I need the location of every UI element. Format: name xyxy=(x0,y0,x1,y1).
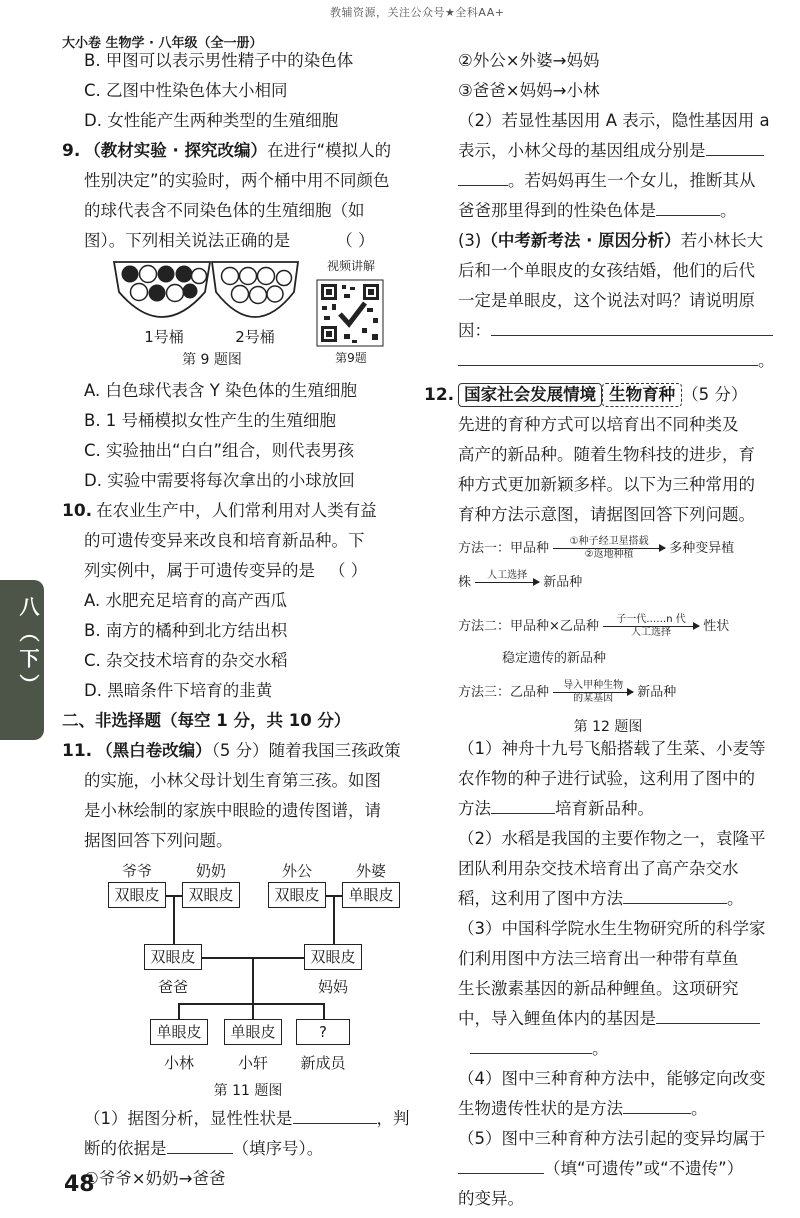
q9-option-b: B. 1 号桶模拟女性产生的生殖细胞 xyxy=(84,411,337,430)
method-3-end: 新品种 xyxy=(637,685,677,701)
q11-sub2-line-4: 爸爸那里得到的性染色体是 。 xyxy=(458,196,774,226)
q11-item-2: ②外公×外婆→妈妈 xyxy=(458,51,600,70)
method-3-arrow-top: 导入甲种生物 xyxy=(563,680,624,691)
q12-s5-line-2 xyxy=(458,1154,774,1184)
q11-sub1-line-1 xyxy=(62,1104,412,1134)
q9-text-1: 在进行“模拟人的 xyxy=(267,141,392,160)
q9-line-4 xyxy=(62,226,412,256)
method-2-end-cont: 稳定遗传的新品种 xyxy=(502,651,607,666)
method-1-mid-cont: 株 xyxy=(458,575,472,591)
q10-option-a: A. 水肥充足培育的高产西瓜 xyxy=(84,591,287,610)
q11-sub2-line-2 xyxy=(458,136,774,166)
q8-option-c: C. 乙图中性染色体大小相同 xyxy=(84,81,288,100)
xiaolin-label: 小林 xyxy=(163,1054,194,1072)
q11-text-4: 据图回答下列问题。 xyxy=(84,831,233,850)
ball-black xyxy=(122,266,139,283)
q12-tag-context: 国家社会发展情境 xyxy=(458,383,602,407)
q12-s1-line-3 xyxy=(458,794,774,824)
q12-text-1: 先进的育种方式可以培育出不同种类及 xyxy=(458,415,739,434)
ball-black xyxy=(183,284,198,299)
q11-sub3-tag: （中考新考法 · 原因分析） xyxy=(481,231,681,250)
q11-sub3-line-5: 。 xyxy=(458,346,774,376)
method-1-mid: 多种变异植 xyxy=(669,541,735,557)
q11-number: 11. xyxy=(62,741,93,761)
method-1-arrow-2-top: 人工选择 xyxy=(487,570,528,581)
q12-s5-text-1: （5）图中三种育种方法引起的变异均属于 xyxy=(458,1129,766,1148)
ball-black xyxy=(158,266,175,283)
q12-s1-text-2: 农作物的种子进行试验，这利用了图中的 xyxy=(458,769,755,788)
q10-text-2: 的可遗传变异来改良和培育新品种。下 xyxy=(84,531,365,550)
q11-figure-caption: 第 11 题图 xyxy=(213,1083,283,1099)
q12-score: （5 分） xyxy=(682,385,748,404)
method-2-start: 方法二：甲品种×乙品种 xyxy=(458,619,599,635)
method-2-end: 性状 xyxy=(703,619,730,635)
ball-white xyxy=(140,266,157,283)
q8-option-b: B. 甲图可以表示男性精子中的染色体 xyxy=(84,51,354,70)
q9-option-c: C. 实验抽出“白白”组合，则代表男孩 xyxy=(84,441,355,460)
q11-sub3-text-1: 若小林长大 xyxy=(680,231,764,250)
q11-sub3-text-2: 后和一个单眼皮的女孩结婚，他们的后代 xyxy=(458,261,755,280)
q12-s3-blank-2[interactable] xyxy=(470,1036,592,1054)
father-label: 爸爸 xyxy=(157,978,188,996)
q10-answer-paren: （ ） xyxy=(329,561,368,580)
grandma-label: 奶奶 xyxy=(195,862,226,880)
q11-text-1: （5 分）随着我国三孩政策 xyxy=(211,741,401,760)
q10-option-c: C. 杂交技术培育的杂交水稻 xyxy=(84,651,288,670)
method-2-arrow-top: 子一代……n 代 xyxy=(616,614,686,625)
grandpa-label: 爷爷 xyxy=(121,862,152,880)
ball-white xyxy=(167,285,184,302)
q12-s1-text-1: （1）神舟十九号飞船搭载了生菜、小麦等 xyxy=(458,739,766,758)
grandpa-box: 双眼皮 xyxy=(108,882,166,908)
q11-sub1-text-b: ，判 xyxy=(376,1109,410,1128)
q9-line-1 xyxy=(62,136,412,166)
q11-item-1: ①爷爷×奶奶→爸爸 xyxy=(84,1169,226,1188)
side-tab xyxy=(0,580,44,740)
mother-label: 妈妈 xyxy=(317,978,348,996)
q12-s2-text-2: 团队利用杂交技术培育出了高产杂交水 xyxy=(458,859,739,878)
method-2-arrow-bottom: 人工选择 xyxy=(631,627,672,639)
q12-s5-blank[interactable] xyxy=(458,1156,544,1174)
method-1-arrow-1-top: ①种子经卫星搭载 xyxy=(569,536,649,547)
q11-sub3-text-4: 因： xyxy=(458,321,491,340)
right-column xyxy=(424,46,775,1214)
q11-sub3-line-1: (3)（中考新考法 · 原因分析）若小林长大 xyxy=(458,231,764,250)
new-member-label: 新成员 xyxy=(300,1054,346,1072)
q12-s2-text-1: （2）水稻是我国的主要作物之一，袁隆平 xyxy=(458,829,766,848)
q11-line-1 xyxy=(62,736,412,766)
q12-s2-line-3: 稻，这利用了图中方法 。 xyxy=(458,884,774,914)
method-1-start: 方法一：甲品种 xyxy=(458,541,550,557)
q12-s4-text-1: （4）图中三种育种方法中，能够定向改变 xyxy=(458,1069,766,1088)
q12-s3-text-3: 生长激素基因的新品种鲤鱼。这项研究 xyxy=(458,979,739,998)
method-2-row-1 xyxy=(458,614,729,639)
q12-number: 12. xyxy=(424,385,455,405)
method-1-row-1 xyxy=(458,536,734,561)
q9-option-a: A. 白色球代表含 Y 染色体的生殖细胞 xyxy=(84,381,358,400)
q11-sub2-blank-2[interactable] xyxy=(458,168,508,186)
q11-sub3-text-3: 一定是单眼皮，这个说法对吗？请说明原 xyxy=(458,291,755,310)
q12-s3-text-4: 中，导入鲤鱼体内的基因是 xyxy=(458,1009,656,1028)
q11-sub2-text-2: 表示，小林父母的基因组成分别是 xyxy=(458,141,706,160)
q11-sub1-text-c: 断的依据是 xyxy=(84,1139,167,1158)
new-member-box: ? xyxy=(296,1019,350,1045)
method-1-arrow-1-bottom: ②返地种植 xyxy=(584,549,634,561)
q9-text-4: 图）。下列相关说法正确的是 xyxy=(84,231,291,250)
q12-text-2: 高产的新品种。随着生物科技的进步，育 xyxy=(458,445,755,464)
q12-s2-blank[interactable] xyxy=(623,886,727,904)
q10-option-b: B. 南方的橘种到北方结出枳 xyxy=(84,621,288,640)
q11-sub1-text-d: （填序号）。 xyxy=(232,1139,324,1158)
q11-sub1-blank-2[interactable] xyxy=(167,1136,233,1154)
q10-text-1: 在农业生产中，人们常利用对人类有益 xyxy=(96,501,377,520)
q10-line-1 xyxy=(62,496,412,526)
q11-sub2-blank-3[interactable] xyxy=(656,198,720,216)
q12-text-4: 育种方法示意图，请据图回答下列问题。 xyxy=(458,505,755,524)
q12-s3-line-4 xyxy=(458,1004,774,1034)
father-box: 双眼皮 xyxy=(144,944,202,970)
method-2-arrow xyxy=(603,614,699,639)
q10-line-3 xyxy=(62,556,412,586)
q12-s3-text-1: （3）中国科学院水生生物研究所的科学家 xyxy=(458,919,766,938)
q12-s3-blank-1[interactable] xyxy=(656,1006,760,1024)
maternal-grandpa-box: 双眼皮 xyxy=(268,882,326,908)
ball-black xyxy=(149,285,166,302)
xiaoxuan-label: 小轩 xyxy=(237,1054,268,1072)
video-label: 视频讲解 xyxy=(326,259,375,273)
maternal-grandma-box: 单眼皮 xyxy=(342,882,400,908)
method-1-row-2 xyxy=(458,570,582,595)
q8-option-d: D. 女性能产生两种类型的生殖细胞 xyxy=(84,111,339,130)
mother-box: 双眼皮 xyxy=(304,944,362,970)
q11-sub3-blank-1[interactable] xyxy=(491,318,773,336)
q11-sub2-text-4: 爸爸那里得到的性染色体是 xyxy=(458,201,656,220)
maternal-grandma-label: 外婆 xyxy=(355,862,386,880)
q12-s4-line-2: 生物遗传性状的是方法 。 xyxy=(458,1094,774,1124)
q11-sub2-text-3: 。若妈妈再生一个女儿，推断其从 xyxy=(508,171,756,190)
q12-s5-text-3: 的变异。 xyxy=(458,1189,524,1208)
method-3-start: 方法三：乙品种 xyxy=(458,685,550,701)
q10-option-d: D. 黑暗条件下培育的韭黄 xyxy=(84,681,273,700)
q12-figure-caption: 第 12 题图 xyxy=(573,719,643,735)
qr-code-icon xyxy=(317,280,383,346)
method-3-row xyxy=(458,680,676,705)
q12-tag-topic: 生物育种 xyxy=(602,383,682,407)
q12-line-1 xyxy=(424,380,774,410)
q12-s4-text-2: 生物遗传性状的是方法 xyxy=(458,1099,623,1118)
method-3-arrow-bottom: 的某基因 xyxy=(573,693,614,705)
bucket-1-label: 1号桶 xyxy=(144,328,184,346)
q9-figure xyxy=(62,256,412,376)
q11-source: （黑白卷改编） xyxy=(96,741,212,760)
q12-s3-text-2: 们利用图中方法三培育出一种带有草鱼 xyxy=(458,949,739,968)
q11-text-3: 是小林绘制的家族中眼睑的遗传图谱，请 xyxy=(84,801,381,820)
q11-sub3-line-4 xyxy=(458,316,774,346)
q11-sub3-blank-2[interactable] xyxy=(458,348,758,366)
q9-text-3: 的球代表含不同染色体的生殖细胞（如 xyxy=(84,201,365,220)
section-heading: 二、非选择题（每空 1 分，共 10 分） xyxy=(62,711,351,730)
q12-s2-text-3: 稻，这利用了图中方法 xyxy=(458,889,623,908)
page-number: 48 xyxy=(64,1172,95,1197)
q10-text-3: 列实例中，属于可遗传变异的是 xyxy=(84,561,315,580)
q9-number: 9. xyxy=(62,141,81,161)
xiaoxuan-box: 单眼皮 xyxy=(224,1019,282,1045)
q12-s5-text-2: （填“可遗传”或“不遗传”） xyxy=(544,1159,744,1178)
q12-s4-blank[interactable] xyxy=(623,1096,691,1114)
left-column xyxy=(62,46,412,1194)
q12-text-3: 种方式更加新颖多样。以下为三种常用的 xyxy=(458,475,755,494)
q9-source: （教材实验 · 探究改编） xyxy=(84,141,268,160)
q12-s1-text-4: 培育新品种。 xyxy=(555,799,654,818)
method-3-arrow xyxy=(553,680,633,705)
q9-text-2: 性别决定”的实验时，两个桶中用不同颜色 xyxy=(84,171,390,190)
q9-answer-paren: （ ） xyxy=(336,231,375,250)
header-title: 大小卷 生物学 · 八年级（全一册） xyxy=(62,36,263,51)
bucket-2-label: 2号桶 xyxy=(235,328,275,346)
q9-figure-caption: 第 9 题图 xyxy=(182,352,242,368)
ball-white xyxy=(131,284,148,301)
method-1-arrow-2 xyxy=(475,570,539,595)
q11-sub1-text-a: （1）据图分析，显性性状是 xyxy=(84,1109,293,1128)
pedigree-diagram xyxy=(62,856,412,1104)
grandma-box: 双眼皮 xyxy=(182,882,240,908)
header-watermark: 教辅资源，关注公众号★全科AA+ xyxy=(330,6,505,19)
q11-item-3: ③爸爸×妈妈→小林 xyxy=(458,81,600,100)
q11-sub2-blank-1[interactable] xyxy=(706,138,764,156)
maternal-grandpa-label: 外公 xyxy=(281,862,312,880)
ball-white xyxy=(192,269,207,284)
xiaolin-box: 单眼皮 xyxy=(150,1019,208,1045)
q10-number: 10. xyxy=(62,501,93,521)
side-tab-label: 八（下） xyxy=(16,596,40,700)
q11-text-2: 的实施，小林父母计划生育第三孩。如图 xyxy=(84,771,381,790)
breeding-methods-diagram xyxy=(458,530,774,734)
ball-black xyxy=(176,266,193,283)
q11-sub1-blank-1[interactable] xyxy=(293,1106,377,1124)
q11-sub1-line-2 xyxy=(62,1134,412,1164)
q11-sub2-text-1: （2）若显性基因用 A 表示，隐性基因用 a xyxy=(458,111,770,130)
q11-sub2-line-3 xyxy=(458,166,774,196)
q9-option-d: D. 实验中需要将每次拿出的小球放回 xyxy=(84,471,355,490)
q12-s3-line-5: 。 xyxy=(458,1034,774,1064)
method-1-arrow-1 xyxy=(553,536,665,561)
qr-caption: 第9题 xyxy=(335,351,367,365)
q12-s1-text-3: 方法 xyxy=(458,799,491,818)
q12-s1-blank[interactable] xyxy=(491,796,555,814)
method-1-end: 新品种 xyxy=(543,575,583,591)
